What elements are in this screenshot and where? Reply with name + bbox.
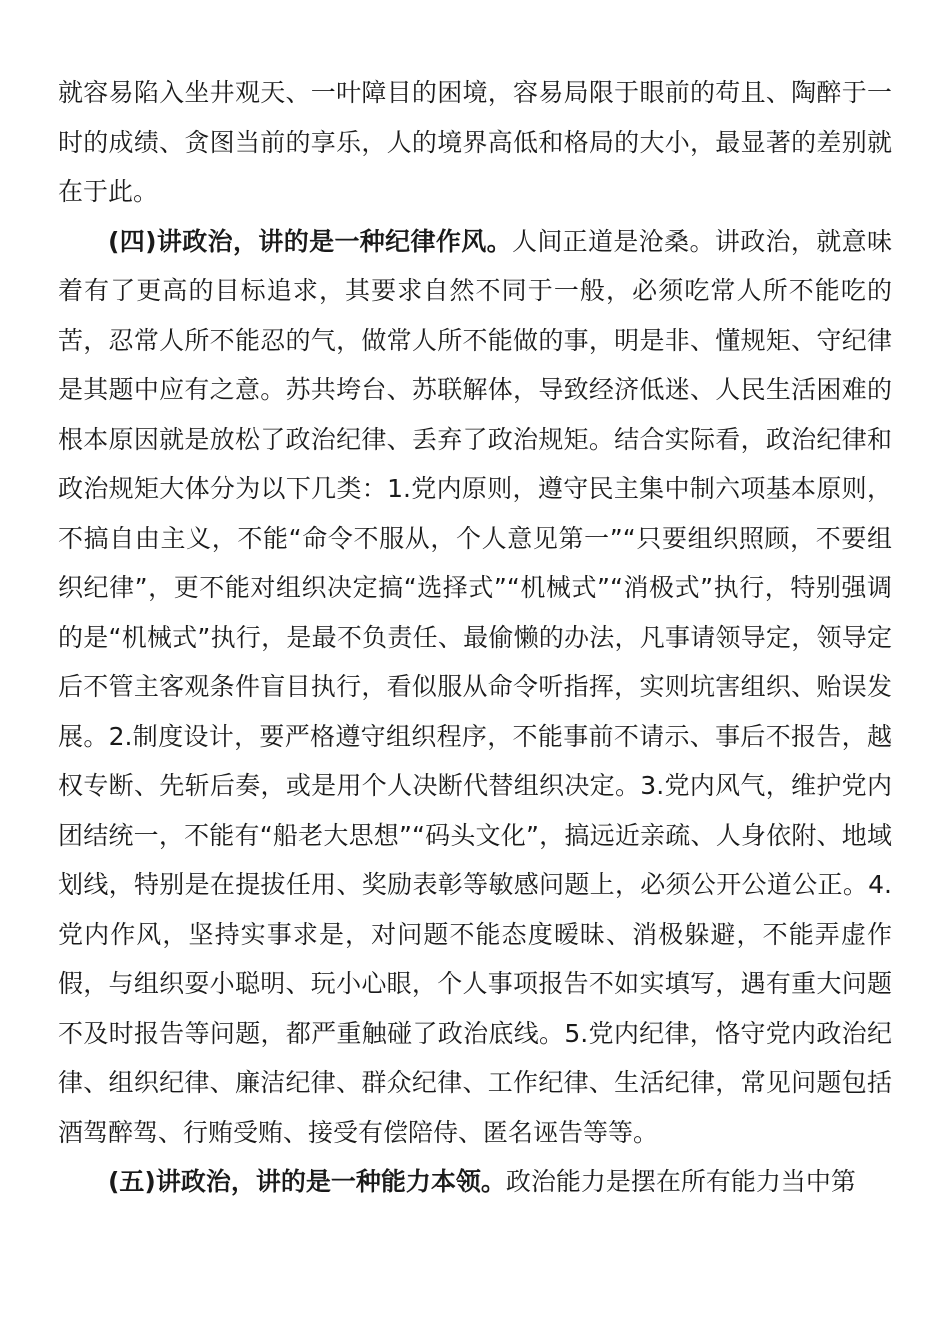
- section-heading: (四)讲政治，讲的是一种纪律作风。: [108, 226, 512, 256]
- paragraph-continuation: [58, 68, 892, 217]
- paragraph-text: 人间正道是沧桑。讲政治，就意味着有了更高的目标追求，其要求自然不同于一般，必须吃常人所不能吃的苦，忍常人所不能忍的气，做常人所不能做的事，明是非、懂规矩、守纪律是其题中应有之意。苏共垮台、苏联解体，导致经济低迷、人民生活困难的根本原因就是放松了政治纪律、丢弃了政治规矩。结合实际看，政治纪律和政治规矩大体分为以下几类：1.党内原则，遵守民主集中制六项基本原则，不搞自由主义，不能“命令不服从，个人意见第一”“只要组织照顾，不要组织纪律”，更不能对组织决定搞“选择式”“机械式”“消极式”执行，特别强调的是“机械式”执行，是最不负责任、最偷懒的办法，凡事请领导定，领导定后不管主客观条件盲目执行，看似服从命令听指挥，实则坑害组织、贻误发展。2.制度设计，要严格遵守组织程序，不能事前不请示、事后不报告，越权专断、先斩后奏，或是用个人决断代替组织决定。3.党内风气，维护党内团结统一，不能有“船老大思想”“码头文化”，搞远近亲疏、人身依附、地域划线，特别是在提拔任用、奖励表彰等敏感问题上，必须公开公道公正。4.党内作风，坚持实事求是，对问题不能态度暧昧、消极躲避，不能弄虚作假，与组织耍小聪明、玩小心眼，个人事项报告不如实填写，遇有重大问题不及时报告等问题，都严重触碰了政治底线。5.党内纪律，恪守党内政治纪律、组织纪律、廉洁纪律、群众纪律、工作纪律、生活纪律，常见问题包括酒驾醉驾、行贿受贿、接受有偿陪侍、匿名诬告等等。: [58, 226, 892, 1147]
- paragraph-section-5: [58, 1157, 892, 1207]
- section-heading: (五)讲政治，讲的是一种能力本领。: [108, 1167, 506, 1196]
- paragraph-text: 政治能力是摆在所有能力当中第: [505, 1167, 856, 1196]
- paragraph-section-4: [58, 217, 892, 1158]
- paragraph-text: 就容易陷入坐井观天、一叶障目的困境，容易局限于眼前的苟且、陶醉于一时的成绩、贪图当前的享乐，人的境界高低和格局的大小，最显著的差别就在于此。: [58, 78, 892, 206]
- document-body: [58, 68, 892, 1207]
